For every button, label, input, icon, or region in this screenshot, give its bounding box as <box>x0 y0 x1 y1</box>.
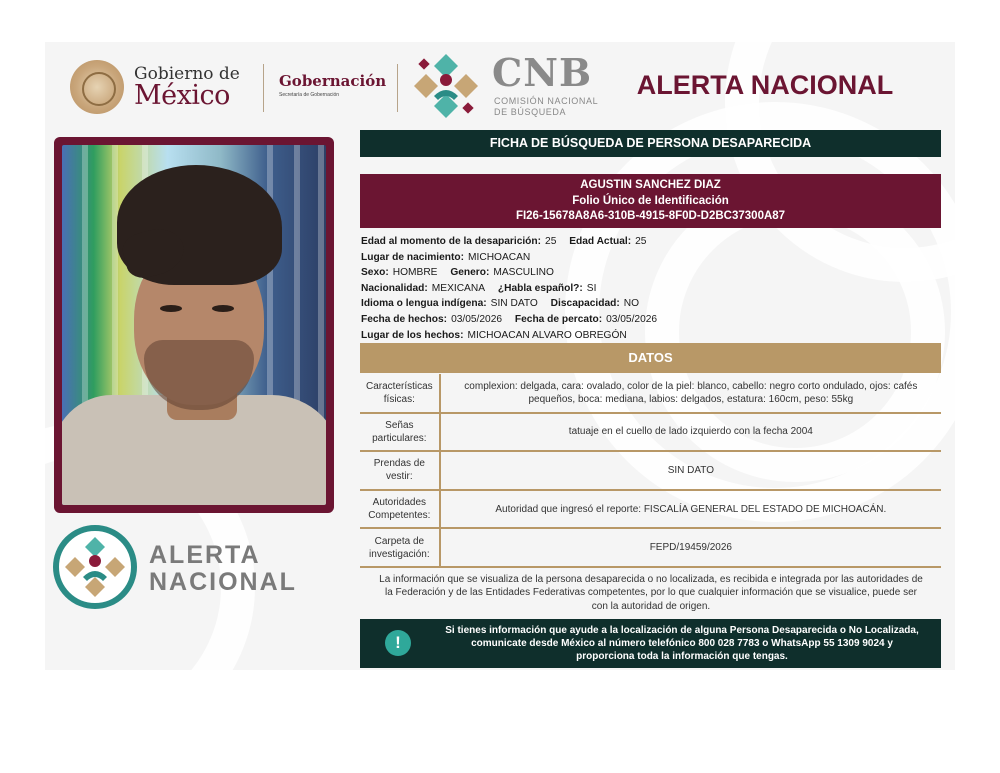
logo-divider <box>397 64 398 112</box>
datos-key: Características físicas: <box>360 374 440 413</box>
datos-title-bar: DATOS <box>360 343 941 373</box>
gobernacion-logo-text: Gobernación <box>279 72 387 90</box>
datos-value: SIN DATO <box>440 451 941 490</box>
gobierno-de-mexico-logo <box>70 58 255 114</box>
datos-value: FEPD/19459/2026 <box>440 528 941 567</box>
gobierno-text: Gobierno de <box>134 64 240 84</box>
table-row <box>360 374 941 413</box>
person-info <box>361 234 941 343</box>
datos-key: Prendas de vestir: <box>360 451 440 490</box>
datos-value: complexion: delgada, cara: ovalado, color de la piel: blanco, cabello: negro corto ondulado, ojos: cafés pequeños, boca: mediana, labios: delgados, estatura: 160cm, peso: 55kg <box>440 374 941 413</box>
table-row <box>360 490 941 529</box>
datos-value: Autoridad que ingresó el reporte: FISCALÍA GENERAL DEL ESTADO DE MICHOACÁN. <box>440 490 941 529</box>
table-row <box>360 413 941 452</box>
datos-key: Autoridades Competentes: <box>360 490 440 529</box>
folio-value: FI26-15678A8A6-310B-4915-8F0D-D2BC37300A87 <box>515 210 786 222</box>
contact-text: Si tienes información que ayude a la localización de alguna Persona Desaparecida o No Localizada, comunicate desde México al número telefónico 800 028 7783 o WhatsApp 55 1309 9024 y proporciona toda la información que tengas. <box>445 625 919 662</box>
nacional-logo-text: NACIONAL <box>149 568 297 596</box>
table-row <box>360 451 941 490</box>
datos-table <box>360 374 941 568</box>
info-row: Sexo: HOMBRE Genero: MASCULINO <box>361 267 554 279</box>
alerta-nacional-logo <box>53 525 313 611</box>
info-row: Idioma o lengua indígena: SIN DATO Discapacidad: NO <box>361 298 640 310</box>
person-name-bar <box>360 174 941 228</box>
info-row: Lugar de los hechos: MICHOACAN ALVARO OBREGÓN <box>361 329 627 341</box>
ficha-title-bar: FICHA DE BÚSQUEDA DE PERSONA DESAPARECIDA <box>360 130 941 157</box>
info-row: Nacionalidad: MEXICANA ¿Habla español?: SI <box>361 282 597 294</box>
cnb-emblem-icon <box>410 50 482 122</box>
cnb-title: CNB <box>492 50 593 95</box>
disclaimer-text: La información que se visualiza de la persona desaparecida o no localizada, es recibida e integrada por las autoridades de la Federación y de las Entidades Federativas competentes, por lo que cualquier información que se visualice, puede ser con la autoridad de origen. <box>379 574 923 612</box>
missing-person-photo <box>54 137 334 513</box>
datos-key: Carpeta de investigación: <box>360 528 440 567</box>
national-seal-icon <box>70 60 124 114</box>
alerta-nacional-heading: ALERTA NACIONAL <box>636 70 894 100</box>
logo-divider <box>263 64 264 112</box>
cnb-subtitle: COMISIÓN NACIONAL <box>494 96 599 106</box>
exclamation-icon: ! <box>385 630 411 656</box>
table-row <box>360 528 941 567</box>
mexico-text: México <box>134 80 230 111</box>
cnb-subtitle: DE BÚSQUEDA <box>494 107 567 117</box>
alerta-nacional-emblem-icon <box>53 525 137 609</box>
datos-value: tatuaje en el cuello de lado izquierdo con la fecha 2004 <box>440 413 941 452</box>
datos-key: Señas particulares: <box>360 413 440 452</box>
info-row: Lugar de nacimiento: MICHOACAN <box>361 251 531 263</box>
gobernacion-subtext: Secretaría de Gobernación <box>279 92 340 98</box>
info-row: Fecha de hechos: 03/05/2026 Fecha de percato: 03/05/2026 <box>361 313 658 325</box>
folio-label: Folio Único de Identificación <box>572 194 729 207</box>
contact-info-bar <box>360 619 941 668</box>
alerta-logo-text: ALERTA <box>149 541 261 569</box>
person-name: AGUSTIN SANCHEZ DIAZ <box>580 179 721 191</box>
info-row: Edad al momento de la desaparición: 25 Edad Actual: 25 <box>361 236 647 247</box>
